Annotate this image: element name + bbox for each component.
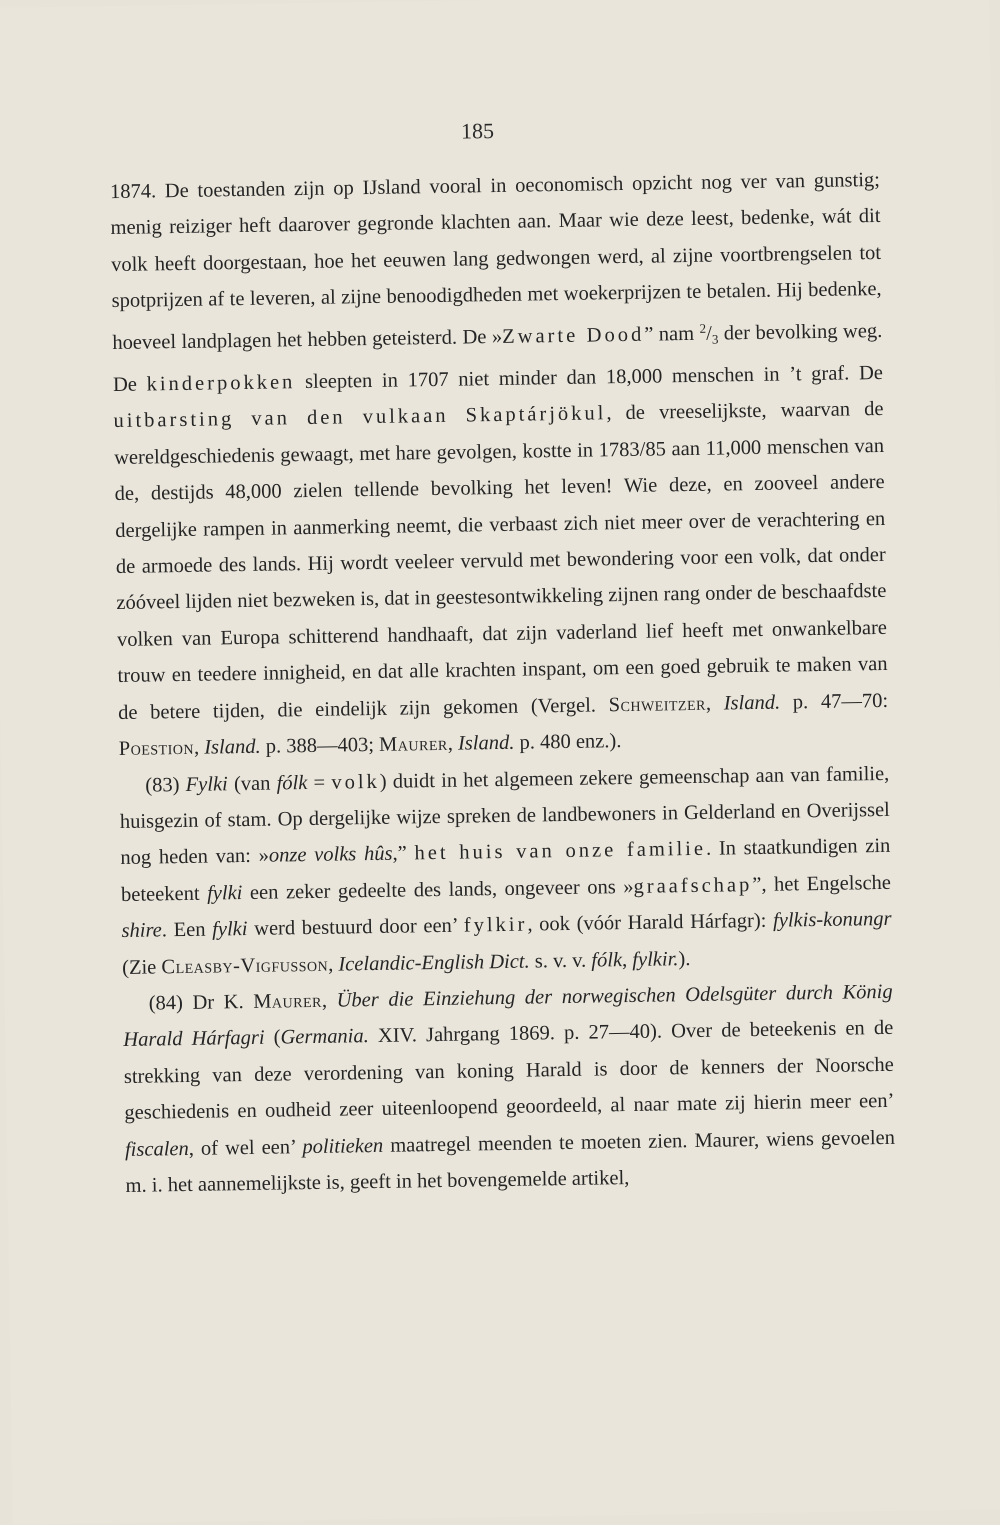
text-segment: Island. — [457, 731, 515, 755]
footnote-84 — [122, 974, 895, 1205]
text-segment: Island. — [723, 691, 781, 715]
text-segment: Fylki — [185, 772, 228, 796]
text-segment: der bevolking weg. De — [112, 319, 883, 397]
text-segment: ” nam — [644, 322, 700, 346]
text-segment: fylkis-konungr — [772, 908, 892, 932]
text-segment: een zeker gedeelte des lands, ongeveer ons » — [242, 875, 634, 904]
text-segment: politieken — [302, 1134, 384, 1158]
text-segment: volk — [331, 770, 380, 794]
text-segment: , — [327, 953, 339, 976]
text-segment: (van — [227, 772, 277, 795]
body-text — [110, 162, 896, 1204]
text-segment: ( — [264, 1026, 281, 1050]
text-segment: Zwarte Dood — [501, 323, 645, 348]
text-segment: , — [705, 692, 724, 715]
text-segment: fiscalen — [124, 1137, 189, 1161]
text-segment: fylkir — [463, 913, 528, 937]
text-segment: 3 — [711, 331, 719, 347]
text-segment: Maurer — [253, 989, 323, 1013]
text-segment: sleepten in 1707 niet minder dan 18,000 menschen in ’t graf. De — [295, 361, 884, 394]
text-segment: kinderpokken — [146, 371, 296, 396]
text-segment: Cleasby-Vigfusson — [161, 953, 329, 978]
text-segment: Germania. — [280, 1025, 369, 1049]
text-segment: graafschap — [633, 873, 753, 898]
text-segment: p. 480 enz.). — [514, 730, 622, 754]
text-segment: (Zie — [121, 955, 162, 979]
text-segment: . Een — [161, 918, 213, 942]
text-segment: fólk — [591, 948, 623, 972]
text-segment: werd bestuurd door een’ — [247, 914, 464, 941]
text-segment: (84) Dr K. — [148, 990, 254, 1015]
text-segment: Poestion — [118, 736, 195, 761]
text-segment: ,” — [392, 842, 415, 866]
text-segment: , of wel een’ — [188, 1135, 303, 1160]
text-segment: Schweitzer — [608, 692, 707, 716]
text-segment: . In staatkundigen zin beteekent — [120, 835, 891, 906]
text-segment: , — [321, 989, 337, 1012]
text-segment: ”, het Engelsche — [752, 871, 892, 896]
text-segment: onze volks hûs — [268, 843, 393, 867]
text-segment: fylki — [212, 918, 248, 941]
text-segment: XIV. Jahrgang 1869. p. 27—40). Over de beteekenis en de strekking van deze verordening van koning Harald is door de kenners der Noorsche geschiedenis en oudheid zeer uiteenloopend geoordeeld, al naar mate zij hierin meer een’ — [123, 1017, 895, 1125]
text-segment: s. v. v. — [529, 949, 592, 973]
text-segment: , — [621, 948, 633, 971]
text-segment: , — [193, 736, 205, 759]
page-number: 185 — [460, 118, 495, 144]
text-segment: (83) — [145, 773, 186, 797]
text-segment: fólk — [276, 771, 308, 795]
paragraph-1874 — [110, 162, 889, 768]
text-segment: 2 — [699, 320, 707, 336]
text-segment: p. 388—403; — [260, 734, 380, 758]
text-segment: = — [307, 771, 332, 794]
text-segment: / — [705, 322, 713, 345]
text-segment: shire — [121, 919, 163, 943]
text-segment: het huis van onze familie — [414, 838, 707, 865]
text-segment: p. 47—70: — [779, 689, 889, 714]
text-segment: Icelandic-English Dict. — [338, 950, 530, 976]
text-segment: maatregel meenden te moeten zien. Maurer, wiens gevoelen m. i. het aannemelijkste is, geeft in het bovengemelde artikel, — [125, 1126, 896, 1197]
text-segment: fylki — [206, 881, 243, 905]
text-segment: Über die Einziehung der norwegischen Odelsgüter durch König Harald Hárfagri — [123, 980, 893, 1052]
text-segment: 1874. De toestanden zijn op IJsland vooral in oeconomisch opzicht nog ver van gunstig; menig reiziger heft daarover gegronde klachten aan. Maar wie deze leest, bedenke, wát dit volk heeft doorgestaan, hoe het eeuwen lang gedwongen werd, al zijne voortbrengselen tot spotprijzen af te leveren, al zijne benoodigdheden met woekerprijzen te betalen. Hij bedenke, hoeveel landplagen het hebben geteisterd. De » — [109, 168, 882, 354]
text-segment: Island. — [204, 735, 261, 759]
text-segment: uitbarsting van den vulkaan Skaptárjökul — [113, 402, 607, 433]
text-segment: fylkir. — [632, 947, 679, 971]
text-segment: , ook (vóór Harald Hárfagr): — [527, 909, 774, 936]
text-segment: ). — [678, 947, 691, 970]
text-segment: Maurer — [378, 732, 448, 756]
text-segment: , — [447, 732, 459, 755]
text-segment: , de vreeselijkste, waarvan de wereldgeschiedenis gewaagt, met hare gevolgen, kostte in 1783/85 aan 11,000 menschen van de, destijds 48,000 zielen tellende bevolking het leven! Wie deze, en zooveel andere dergelijke rampen in aanmerking neemt, die verbaast zich niet meer over de verachtering en de armoede des lands. Hij wordt veeleer vervuld met bewondering voor een volk, dat onder zóóveel lijden niet bezweken is, dat in geestesontwikkeling zijnen rang onder de beschaafdste volken van Europa schitterend handhaaft, dat zijn vaderland lief heeft met onwankelbare trouw en teedere innigheid, en dat alle krachten inspant, om een goed gebruik te maken van de betere tijden, die eindelijk zijn gekomen (Vergel. — [113, 398, 888, 724]
text-segment: ) duidt in het algemeen zekere gemeenschap aan van familie, huisgezin of stam. Op dergelijke wijze spreken de landbewoners in Gelderland en Overijssel nog heden van: » — [119, 762, 890, 870]
footnote-83 — [119, 755, 892, 986]
